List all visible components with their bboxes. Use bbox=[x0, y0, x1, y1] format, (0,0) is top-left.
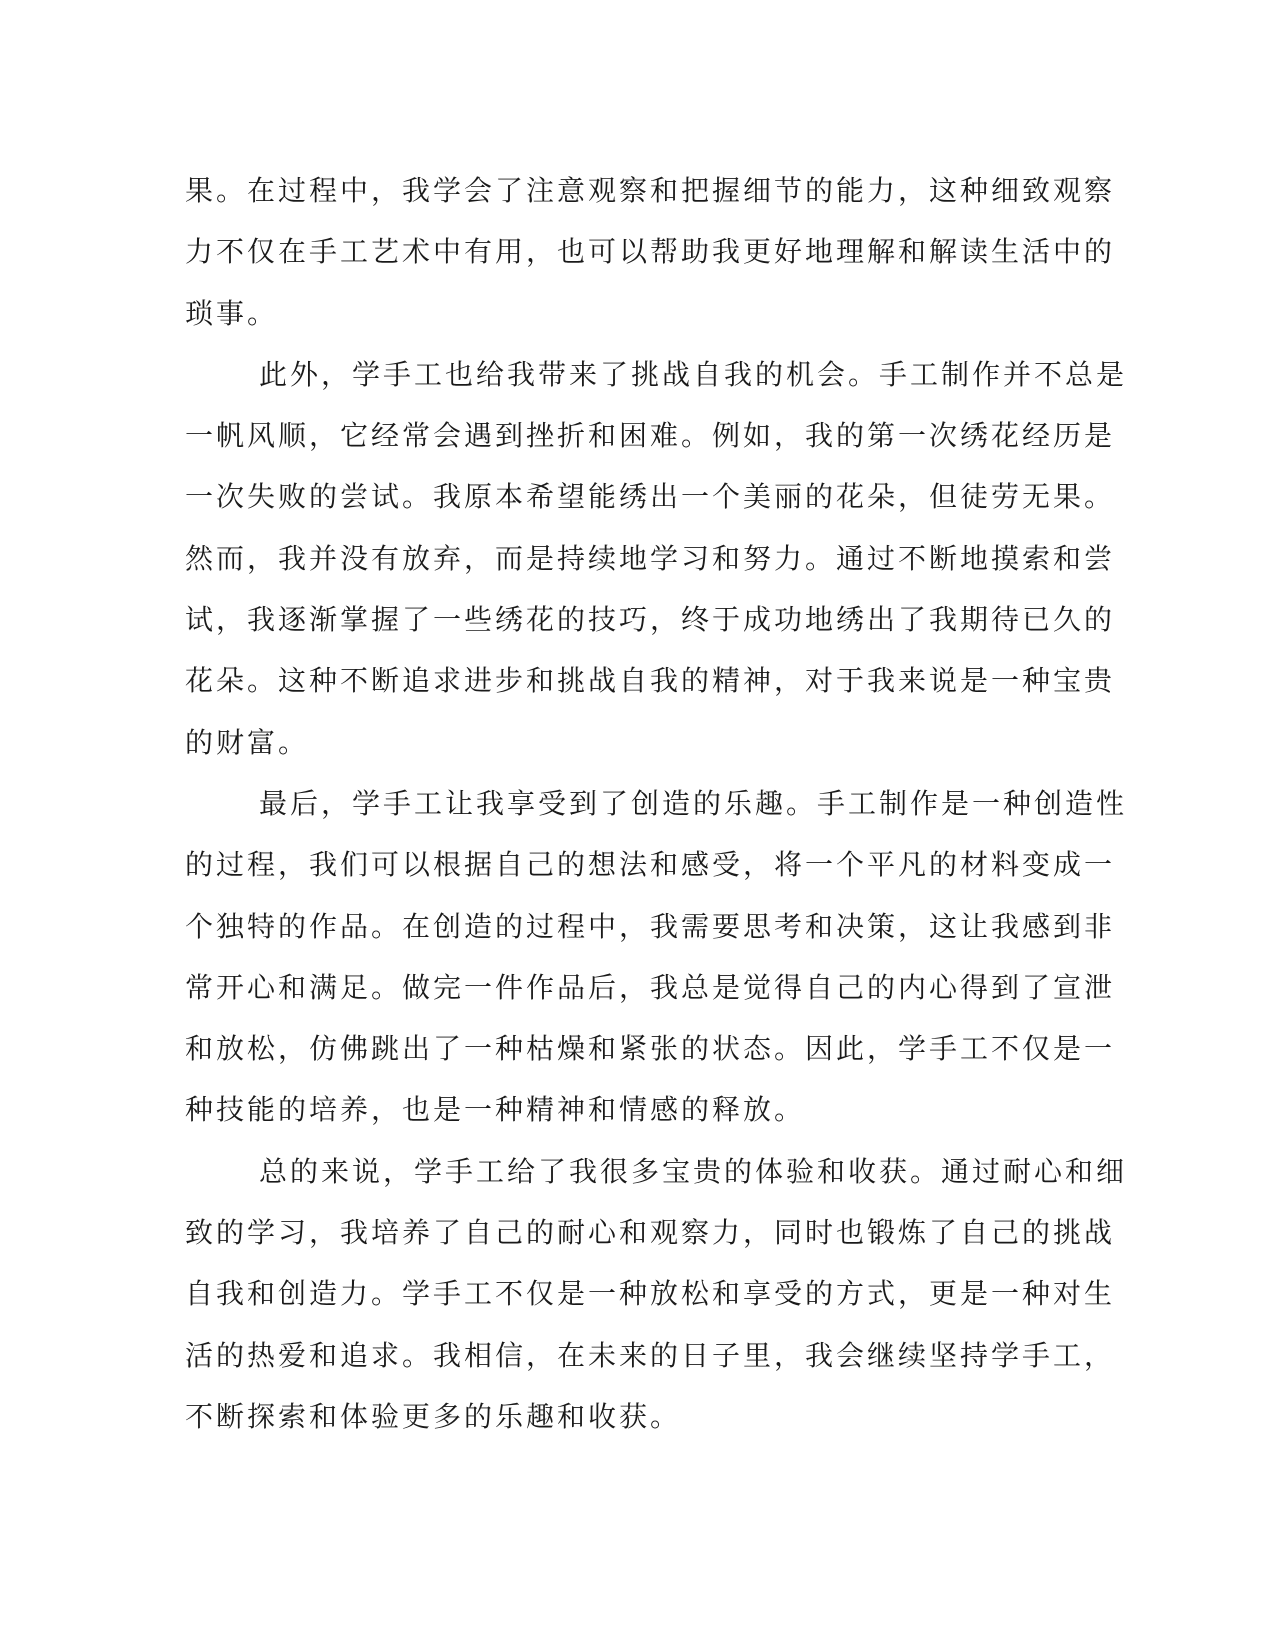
text-line: 最后，学手工让我享受到了创造的乐趣。手工制作是一种创造性 bbox=[259, 786, 1128, 820]
paragraph-1 bbox=[185, 160, 1116, 344]
paragraph-4 bbox=[185, 1141, 1128, 1447]
document-body bbox=[185, 160, 1128, 1447]
text-line: 总的来说，学手工给了我很多宝贵的体验和收获。通过耐心和细 bbox=[259, 1154, 1128, 1188]
text-line: 花朵。这种不断追求进步和挑战自我的精神，对于我来说是一种宝贵 bbox=[185, 664, 1116, 698]
text-line: 此外，学手工也给我带来了挑战自我的机会。手工制作并不总是 bbox=[259, 357, 1128, 391]
text-line: 种技能的培养，也是一种精神和情感的释放。 bbox=[185, 1093, 806, 1127]
text-line: 试，我逐渐掌握了一些绣花的技巧，终于成功地绣出了我期待已久的 bbox=[185, 603, 1116, 637]
text-line: 琐事。 bbox=[185, 296, 279, 330]
paragraph-2 bbox=[185, 344, 1128, 773]
paragraph-3 bbox=[185, 773, 1128, 1141]
text-line: 致的学习，我培养了自己的耐心和观察力，同时也锻炼了自己的挑战 bbox=[185, 1216, 1116, 1250]
text-line: 力不仅在手工艺术中有用，也可以帮助我更好地理解和解读生活中的 bbox=[185, 235, 1116, 269]
text-line: 的财富。 bbox=[185, 725, 310, 759]
text-line: 的过程，我们可以根据自己的想法和感受，将一个平凡的材料变成一 bbox=[185, 848, 1116, 882]
text-line: 自我和创造力。学手工不仅是一种放松和享受的方式，更是一种对生 bbox=[185, 1277, 1116, 1311]
text-line: 不断探索和体验更多的乐趣和收获。 bbox=[185, 1399, 682, 1433]
text-line: 常开心和满足。做完一件作品后，我总是觉得自己的内心得到了宣泄 bbox=[185, 970, 1116, 1004]
text-line: 一次失败的尝试。我原本希望能绣出一个美丽的花朵，但徒劳无果。 bbox=[185, 480, 1116, 514]
text-line: 活的热爱和追求。我相信，在未来的日子里，我会继续坚持学手工， bbox=[185, 1338, 1116, 1372]
text-line: 和放松，仿佛跳出了一种枯燥和紧张的状态。因此，学手工不仅是一 bbox=[185, 1032, 1116, 1066]
text-line: 个独特的作品。在创造的过程中，我需要思考和决策，这让我感到非 bbox=[185, 909, 1116, 943]
text-line: 一帆风顺，它经常会遇到挫折和困难。例如，我的第一次绣花经历是 bbox=[185, 419, 1116, 453]
text-line: 果。在过程中，我学会了注意观察和把握细节的能力，这种细致观察 bbox=[185, 174, 1116, 207]
text-line: 然而，我并没有放弃，而是持续地学习和努力。通过不断地摸索和尝 bbox=[185, 541, 1116, 575]
